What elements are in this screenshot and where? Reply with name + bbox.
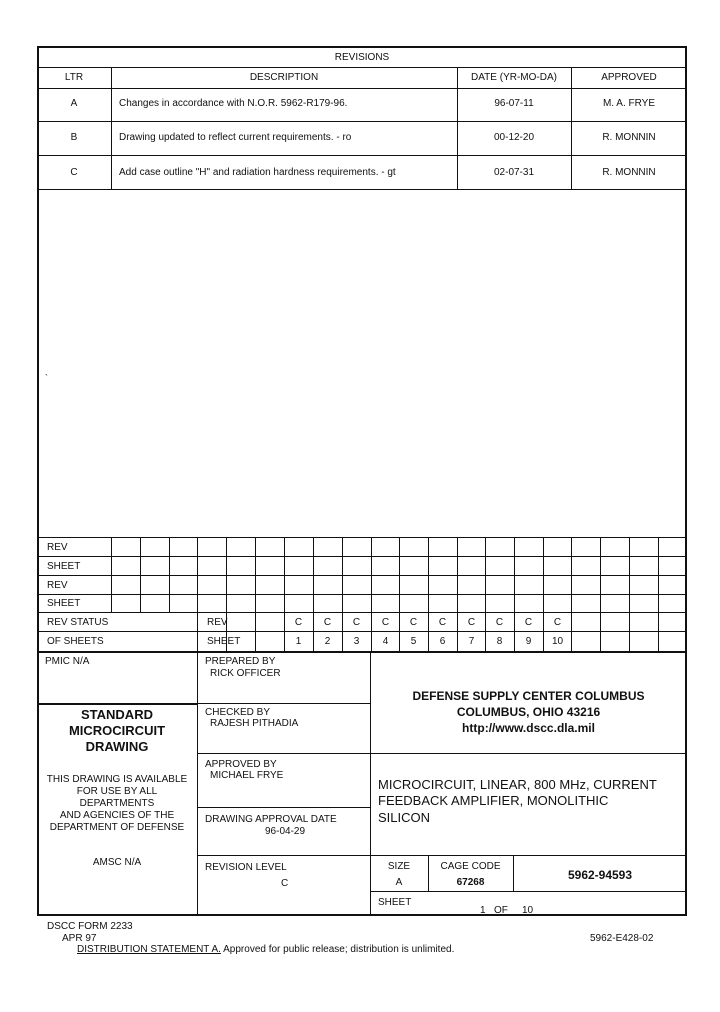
agency-line-2: COLUMBUS, OHIO 43216 (456, 705, 601, 719)
sheet-number-cell: 10 (551, 636, 564, 647)
revision-date: 00-12-20 (493, 132, 535, 143)
grid-divider (342, 537, 343, 652)
prepared-label: PREPARED BY (205, 656, 276, 667)
agency-line-1: DEFENSE SUPPLY CENTER COLUMBUS (412, 689, 645, 703)
revision-approver: R. MONNIN (602, 167, 656, 178)
rev-status-cell: C (524, 617, 533, 628)
grid-divider (284, 537, 285, 652)
label-sheet-2: SHEET (47, 598, 81, 609)
rev-status-cell: C (467, 617, 476, 628)
label-rev-status: REV STATUS (47, 617, 109, 628)
agency-url: http://www.dscc.dla.mil (462, 721, 595, 735)
sheet-of: OF (494, 905, 508, 916)
label-rev-2: REV (47, 580, 68, 591)
approved-label: APPROVED BY (205, 759, 277, 770)
revision-level-label: REVISION LEVEL (205, 862, 287, 873)
approval-date-label: DRAWING APPROVAL DATE (205, 814, 337, 825)
grid-divider (457, 537, 458, 652)
sheet-number: 1 (480, 905, 486, 916)
rev-status-cell: C (553, 617, 562, 628)
revision-description: Add case outline "H" and radiation hardness requirements. - gt (119, 167, 396, 178)
header-ltr: LTR (64, 72, 84, 83)
form-date: APR 97 (62, 933, 97, 944)
drawing-title-line-2: FEEDBACK AMPLIFIER, MONOLITHIC (378, 793, 609, 808)
revision-date: 02-07-31 (493, 167, 535, 178)
revision-description: Drawing updated to reflect current requirements. - ro (119, 132, 352, 143)
rev-status-cell: C (409, 617, 418, 628)
drawing-title-line-1: MICROCIRCUIT, LINEAR, 800 MHz, CURRENT (378, 777, 657, 792)
header-description: DESCRIPTION (249, 72, 319, 83)
rev-status-cell: C (495, 617, 504, 628)
grid-divider (313, 537, 314, 652)
sheet-number-cell: 5 (410, 636, 417, 647)
revision-date: 96-07-11 (494, 98, 534, 109)
grid-divider (255, 537, 256, 652)
availability-line-1: THIS DRAWING IS AVAILABLE (46, 774, 188, 785)
distribution-label: DISTRIBUTION STATEMENT A. (77, 944, 221, 955)
label-inner-rev: REV (207, 617, 228, 628)
standard-line-2: MICROCIRCUIT (68, 723, 166, 738)
revision-ltr: B (70, 132, 78, 143)
document-code: 5962-E428-02 (590, 933, 654, 944)
grid-divider (571, 537, 572, 652)
sheet-total: 10 (522, 905, 534, 916)
availability-line-5: DEPARTMENT OF DEFENSE (49, 822, 185, 833)
label-sheet: SHEET (47, 561, 81, 572)
label-of-sheets: OF SHEETS (47, 636, 104, 647)
stray-mark: ` (45, 373, 48, 383)
distribution-statement (77, 944, 454, 956)
availability-line-2: FOR USE BY ALL (76, 786, 158, 797)
grid-divider (399, 537, 400, 652)
rev-status-cell: C (323, 617, 332, 628)
sheet-number-cell: 3 (353, 636, 360, 647)
sheet-label: SHEET (378, 897, 412, 908)
checked-label: CHECKED BY (205, 707, 271, 718)
amsc: AMSC N/A (92, 857, 142, 868)
cage-code: 67268 (456, 877, 485, 888)
size-value: A (395, 877, 403, 888)
grid-divider (371, 537, 372, 652)
pmic: PMIC N/A (45, 656, 90, 667)
rev-status-cell: C (438, 617, 447, 628)
form-number: DSCC FORM 2233 (47, 921, 133, 932)
grid-divider (111, 537, 112, 612)
header-date: DATE (YR-MO-DA) (471, 72, 557, 83)
sheet-number-cell: 9 (525, 636, 532, 647)
label-rev: REV (47, 542, 68, 553)
availability-line-4: AND AGENCIES OF THE (59, 810, 175, 821)
grid-divider (140, 537, 141, 612)
approval-date: 96-04-29 (265, 826, 306, 837)
grid-divider (514, 537, 515, 652)
drawing-title-line-3: SILICON (378, 810, 431, 825)
grid-divider (428, 537, 429, 652)
grid-divider (658, 537, 659, 652)
label-inner-sheet: SHEET (207, 636, 241, 647)
grid-divider (169, 537, 170, 612)
sheet-number-cell: 2 (324, 636, 331, 647)
availability-line-3: DEPARTMENTS (79, 798, 155, 809)
rev-status-cell: C (352, 617, 361, 628)
revision-ltr: C (70, 167, 78, 178)
grid-divider (485, 537, 486, 652)
revision-approver: R. MONNIN (602, 132, 656, 143)
revision-approver: M. A. FRYE (602, 98, 656, 109)
header-approved: APPROVED (601, 72, 657, 83)
grid-divider (226, 537, 227, 652)
standard-line-1: STANDARD (81, 707, 153, 722)
sheet-number-cell: 7 (468, 636, 475, 647)
prepared-name: RICK OFFICER (210, 668, 281, 679)
drawing-number: 5962-94593 (567, 868, 633, 882)
revision-level: C (281, 878, 289, 889)
size-label: SIZE (387, 861, 411, 872)
rev-status-cell: C (381, 617, 390, 628)
sheet-number-cell: 6 (439, 636, 446, 647)
sheet-number-cell: 4 (382, 636, 389, 647)
checked-name: RAJESH PITHADIA (210, 718, 299, 729)
revision-description: Changes in accordance with N.O.R. 5962-R179-96. (119, 98, 348, 109)
grid-divider (629, 537, 630, 652)
revisions-title: REVISIONS (334, 52, 390, 63)
cage-label: CAGE CODE (440, 861, 501, 872)
standard-line-3: DRAWING (85, 739, 149, 754)
approved-name: MICHAEL FRYE (210, 770, 284, 781)
grid-divider (197, 537, 198, 612)
rev-status-cell: C (294, 617, 303, 628)
grid-divider (600, 537, 601, 652)
sheet-number-cell: 8 (496, 636, 503, 647)
revision-ltr: A (70, 98, 78, 109)
distribution-text: Approved for public release; distribution is unlimited. (220, 944, 455, 955)
sheet-number-cell: 1 (295, 636, 302, 647)
grid-divider (543, 537, 544, 652)
